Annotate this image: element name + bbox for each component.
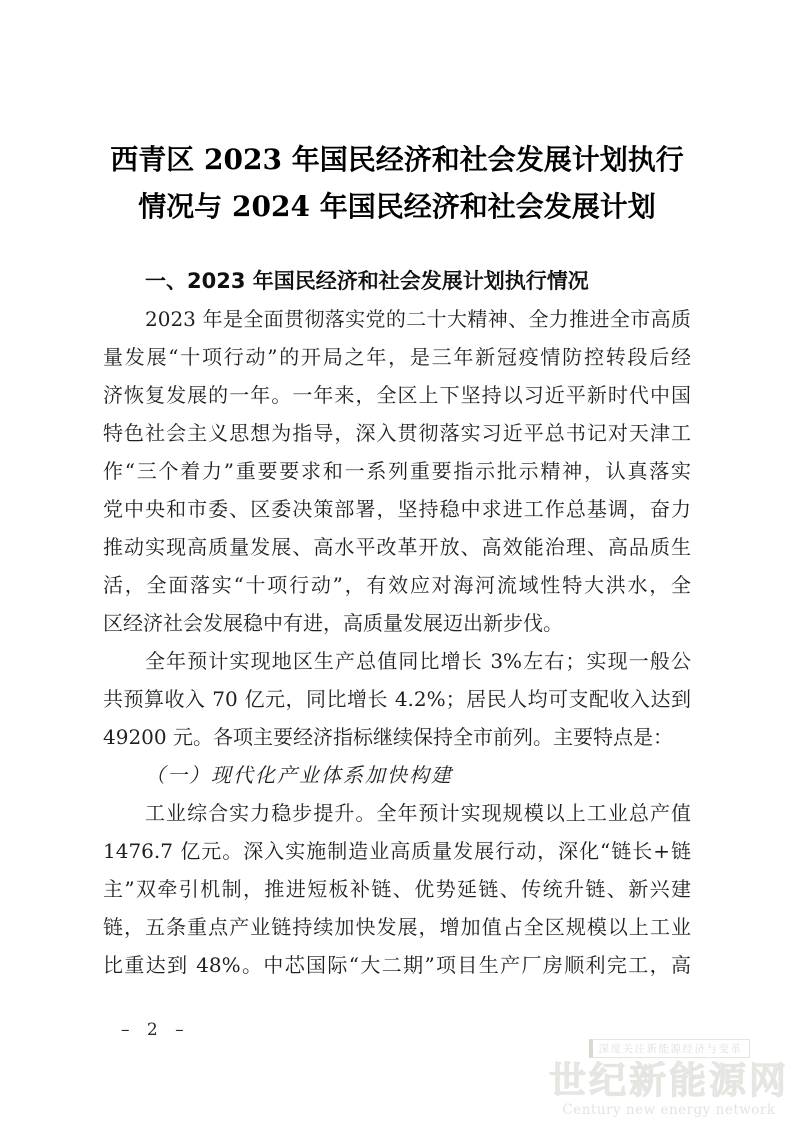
text-line: 区经济社会发展稳中有进，高质量发展迈出新步伐。: [103, 611, 563, 635]
text-line: 特色社会主义思想为指导，深入贯彻落实习近平总书记对天津工: [103, 421, 691, 445]
text-line: 党中央和市委、区委决策部署，坚持稳中求进工作总基调，奋力: [103, 497, 691, 521]
watermark: [549, 1039, 789, 1118]
text-line: 比重达到 48%。中芯国际“大二期”项目生产厂房顺利完工，高: [103, 953, 691, 977]
text-line: 活，全面落实“十项行动”，有效应对海河流域性特大洪水，全: [103, 573, 691, 597]
watermark-subtitle: Century new energy network: [562, 1102, 776, 1118]
page-number: – 2 –: [121, 1020, 190, 1040]
section-heading: 一、2023 年国民经济和社会发展计划执行情况: [145, 269, 589, 293]
text-line: 2023 年是全面贯彻落实党的二十大精神、全力推进全市高质: [145, 307, 691, 331]
document-title-line-1: 西青区 2023 年国民经济和社会发展计划执行: [110, 143, 684, 176]
text-line: 推动实现高质量发展、高水平改革开放、高效能治理、高品质生: [103, 535, 691, 559]
paragraph-overview: [103, 300, 691, 642]
paragraph-industry: [103, 794, 691, 984]
text-line: 主”双牵引机制，推进短板补链、优势延链、传统升链、新兴建: [103, 877, 691, 901]
watermark-brand: 世纪新能源网: [549, 1059, 789, 1102]
text-line: 工业综合实力稳步提升。全年预计实现规模以上工业总产值: [145, 801, 691, 825]
document-title-line-2: 情况与 2024 年国民经济和社会发展计划: [138, 190, 656, 223]
text-line: 量发展“十项行动”的开局之年，是三年新冠疫情防控转段后经: [103, 345, 691, 369]
text-line: 作“三个着力”重要要求和一系列重要指示批示精神，认真落实: [103, 459, 691, 483]
subheading-industrial-system: [103, 756, 691, 794]
document-content: [103, 0, 691, 984]
text-line: 济恢复发展的一年。一年来，全区上下坚持以习近平新时代中国: [103, 383, 691, 407]
text-line: 49200 元。各项主要经济指标继续保持全市前列。主要特点是：: [103, 725, 673, 749]
text-line: 共预算收入 70 亿元，同比增长 4.2%；居民人均可支配收入达到: [103, 687, 691, 711]
document-title: [103, 136, 691, 230]
text-line: 链，五条重点产业链持续加快发展，增加值占全区规模以上工业: [103, 915, 691, 939]
text-line: 1476.7 亿元。深入实施制造业高质量发展行动，深化“链长+链: [103, 839, 691, 863]
watermark-tagline: 深度关注新能源经济与变革: [589, 1039, 750, 1058]
text-line: （一）现代化产业体系加快构建: [145, 763, 453, 787]
text-line: 全年预计实现地区生产总值同比增长 3%左右；实现一般公: [145, 649, 691, 673]
paragraph-economic-indicators: [103, 642, 691, 756]
